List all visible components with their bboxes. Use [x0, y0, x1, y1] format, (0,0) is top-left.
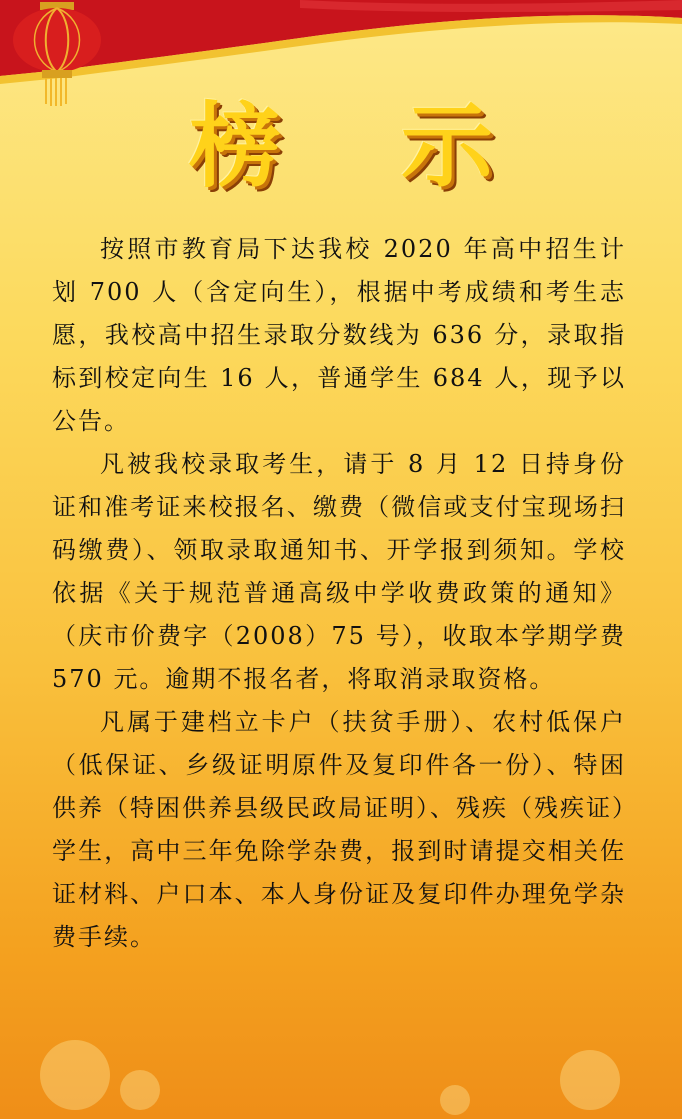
bokeh-light — [560, 1050, 620, 1110]
title-char-2: 示 — [401, 93, 494, 200]
title-char-1: 榜 — [188, 93, 281, 200]
notice-title — [0, 92, 682, 202]
notice-body — [52, 228, 626, 959]
bokeh-light — [120, 1070, 160, 1110]
bokeh-light — [440, 1085, 470, 1115]
bokeh-light — [40, 1040, 110, 1110]
paragraph-admission-plan: 按照市教育局下达我校 2020 年高中招生计划 700 人（含定向生），根据中考成绩和考生志愿，我校高中招生录取分数线为 636 分，录取指标到校定向生 16 人，普通学生 684 人，现予以公告。 — [52, 235, 626, 435]
paragraph-fee-exemption: 凡属于建档立卡户（扶贫手册）、农村低保户（低保证、乡级证明原件及复印件各一份）、特困供养（特困供养县级民政局证明）、残疾（残疾证）学生，高中三年免除学杂费，报到时请提交相关佐证材料、户口本、本人身份证及复印件办理免学杂费手续。 — [52, 708, 626, 951]
paragraph-registration: 凡被我校录取考生，请于 8 月 12 日持身份证和准考证来校报名、缴费（微信或支付宝现场扫码缴费）、领取录取通知书、开学报到须知。学校依据《关于规范普通高级中学收费政策的通知》（庆市价费字（2008）75 号），收取本学期学费 570 元。逾期不报名者，将取消录取资格。 — [52, 450, 626, 693]
